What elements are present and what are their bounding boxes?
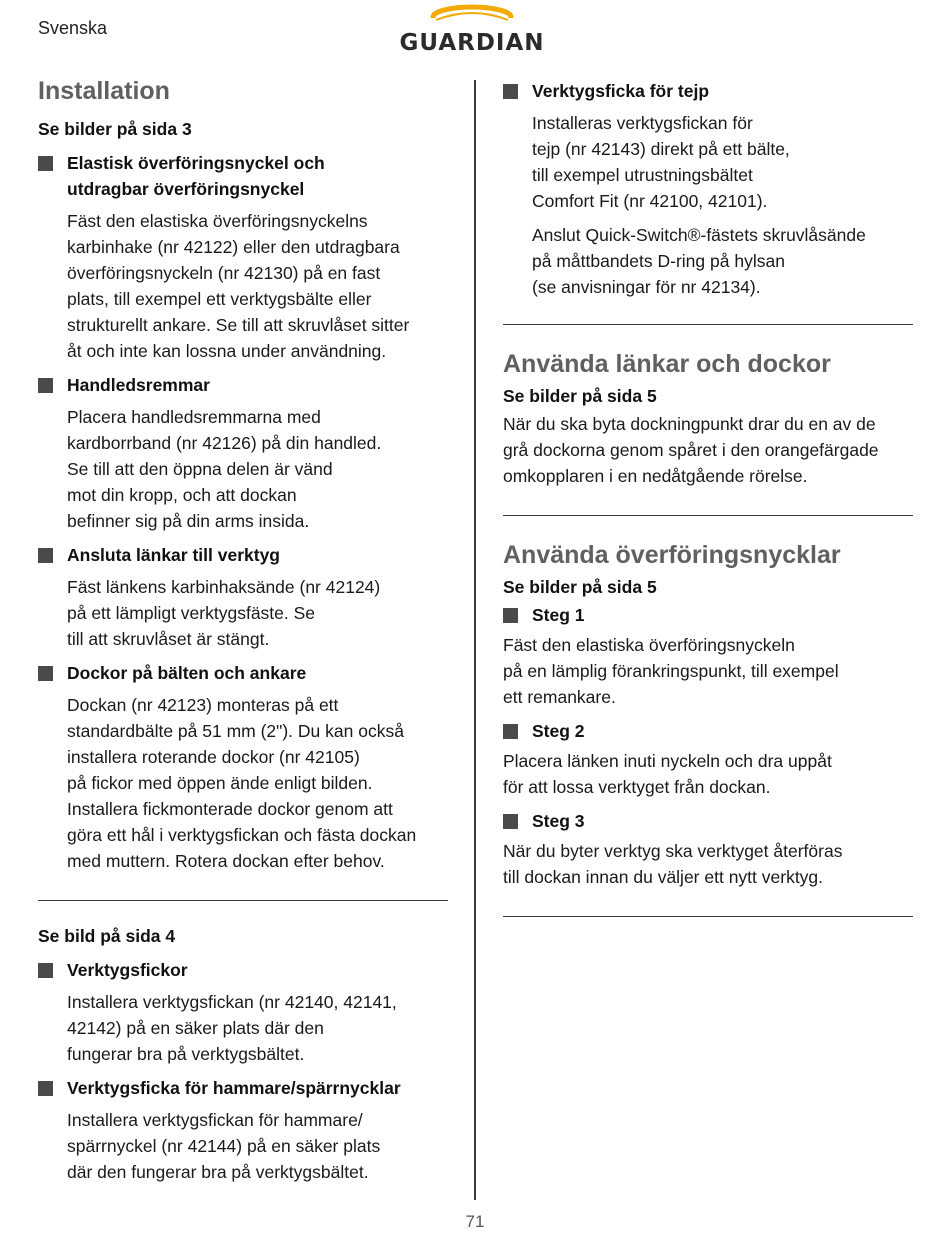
step-item xyxy=(503,718,913,800)
item-text: Placera handledsremmarna med kardborrband (nr 42126) på din handled. Se till att den öppna delen är vänd mot din kropp, och att dockan befinner sig på din arms insida. xyxy=(67,407,382,531)
item-heading: Verktygsficka för tejp xyxy=(503,78,913,104)
item-text: Installera verktygsfickan för hammare/ spärrnyckel (nr 42144) på en säker plats där den fungerar bra på verktygsbältet. xyxy=(67,1110,381,1182)
item-text: Anslut Quick-Switch®-fästets skruvlåsände på måttbandets D-ring på hylsan (se anvisningar för nr 42134). xyxy=(532,225,866,297)
instruction-item xyxy=(38,1075,448,1185)
step-item xyxy=(503,602,913,710)
figure-reference: Se bild på sida 4 xyxy=(38,926,176,946)
item-heading: Ansluta länkar till verktyg xyxy=(38,542,448,568)
step-text: Placera länken inuti nyckeln och dra uppåt för att lossa verktyget från dockan. xyxy=(503,751,832,797)
bullet-square-icon xyxy=(503,724,518,739)
instruction-item xyxy=(38,660,448,874)
item-text: Fäst länkens karbinhaksände (nr 42124) på ett lämpligt verktygsfäste. Se till att skruvlåset är stängt. xyxy=(67,577,381,649)
bullet-square-icon xyxy=(503,84,518,99)
instruction-item xyxy=(38,957,448,1067)
bullet-square-icon xyxy=(503,608,518,623)
item-text: Fäst den elastiska överföringsnyckelns karbinhake (nr 42122) eller den utdragbara överföringsnyckeln (nr 42130) på en fast plats, till exempel ett verktygsbälte eller strukturellt ankare. Se till att skruvlåset sitter åt och inte kan lossna under användning. xyxy=(67,211,410,361)
instruction-item xyxy=(38,150,448,364)
item-heading: Handledsremmar xyxy=(38,372,448,398)
item-heading: Elastisk överföringsnyckel och utdragbar överföringsnyckel xyxy=(38,150,448,202)
column-divider xyxy=(474,80,476,1200)
section-title-links: Använda länkar och dockor xyxy=(503,350,831,378)
bullet-square-icon xyxy=(503,814,518,829)
logo-text: GUARDIAN xyxy=(399,30,545,56)
step-heading: Steg 2 xyxy=(503,718,913,744)
instruction-item xyxy=(38,372,448,534)
figure-reference: Se bilder på sida 5 xyxy=(503,577,657,597)
step-text: När du byter verktyg ska verktyget återföras till dockan innan du väljer ett nytt verktyg. xyxy=(503,841,843,887)
logo-swoosh-icon xyxy=(430,4,514,32)
section-title-installation: Installation xyxy=(38,77,170,105)
left-column xyxy=(38,76,448,1193)
item-text: Installera verktygsfickan (nr 42140, 42141, 42142) på en säker plats där den fungerar bra på verktygsbältet. xyxy=(67,992,397,1064)
step-heading: Steg 1 xyxy=(503,602,913,628)
page-number: 71 xyxy=(465,1212,485,1231)
horizontal-rule xyxy=(503,324,913,325)
guardian-logo xyxy=(384,4,560,54)
bullet-square-icon xyxy=(38,156,53,171)
bullet-square-icon xyxy=(38,378,53,393)
language-label: Svenska xyxy=(38,18,108,38)
bullet-square-icon xyxy=(38,548,53,563)
item-heading: Dockor på bälten och ankare xyxy=(38,660,448,686)
step-item xyxy=(503,808,913,890)
horizontal-rule xyxy=(38,900,448,901)
bullet-square-icon xyxy=(38,1081,53,1096)
instruction-item xyxy=(38,542,448,652)
item-text: Dockan (nr 42123) monteras på ett standardbälte på 51 mm (2"). Du kan också installera roterande dockor (nr 42105) på fickor med öppen ände enligt bilden. Installera fickmonterade dockor genom att göra ett hål i verktygsfickan och fästa dockan med muttern. Rotera dockan efter behov. xyxy=(67,695,417,871)
step-heading: Steg 3 xyxy=(503,808,913,834)
horizontal-rule xyxy=(503,916,913,917)
instruction-item xyxy=(503,78,913,300)
figure-reference: Se bilder på sida 5 xyxy=(503,386,657,406)
step-text: Fäst den elastiska överföringsnyckeln på en lämplig förankringspunkt, till exempel ett remankare. xyxy=(503,635,839,707)
item-heading: Verktygsficka för hammare/spärrnycklar xyxy=(38,1075,448,1101)
bullet-square-icon xyxy=(38,963,53,978)
figure-reference: Se bilder på sida 3 xyxy=(38,119,192,139)
bullet-square-icon xyxy=(38,666,53,681)
item-heading: Verktygsfickor xyxy=(38,957,448,983)
item-text: Installeras verktygsfickan för tejp (nr 42143) direkt på ett bälte, till exempel utrustningsbältet Comfort Fit (nr 42100, 42101). xyxy=(532,113,790,211)
section-text: När du ska byta dockningpunkt drar du en av de grå dockorna genom spåret i den orangefärgade omkopplaren i en nedåtgående rörelse. xyxy=(503,414,879,486)
right-column xyxy=(503,78,913,941)
section-title-transfer-keys: Använda överföringsnycklar xyxy=(503,541,841,569)
horizontal-rule xyxy=(503,515,913,516)
